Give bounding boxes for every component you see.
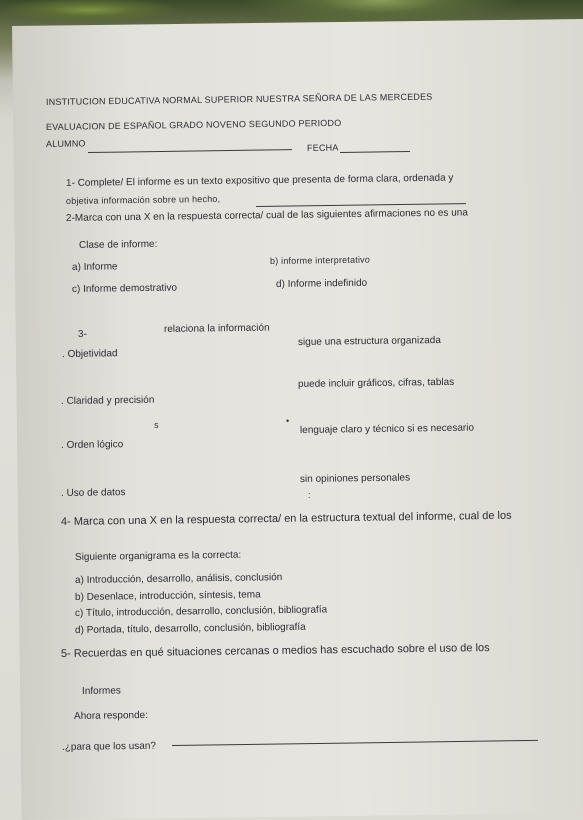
stray-dot: • bbox=[286, 416, 290, 426]
date-label: FECHA bbox=[306, 142, 339, 153]
q2-subprompt: Clase de informe: bbox=[78, 238, 158, 251]
q2-option-b: b) informe interpretativo bbox=[269, 254, 371, 266]
q3-right-item-1: sigue una estructura organizada bbox=[297, 335, 441, 348]
q2-option-c: c) Informe demostrativo bbox=[71, 282, 178, 295]
stray-colon: : bbox=[308, 490, 311, 500]
q4-subprompt: Siguiente organigrama es la correcta: bbox=[74, 549, 242, 563]
q3-left-item-1: . Objetividad bbox=[61, 348, 118, 360]
q2-option-a: a) Informe bbox=[71, 261, 118, 273]
q3-right-item-4: sin opiniones personales bbox=[299, 472, 411, 485]
q1-text-line2: objetiva información sobre un hecho, bbox=[65, 193, 221, 206]
q3-instruction: relaciona la información bbox=[163, 322, 270, 335]
q4-option-b: b) Desenlace, introducción, síntesis, tema bbox=[74, 589, 261, 603]
q5-prompt: 5- Recuerdas en qué situaciones cercanas o medios has escuchado sobre el uso de los bbox=[60, 642, 490, 660]
q3-left-item-2: . Claridad y precisión bbox=[60, 394, 155, 407]
q4-option-d: d) Portada, título, desarrollo, conclusión, bibliografía bbox=[74, 621, 306, 636]
evaluation-title: EVALUACION DE ESPAÑOL GRADO NOVENO SEGUNDO PERIODO bbox=[45, 117, 342, 132]
q4-prompt: 4- Marca con una X en la respuesta correcta/ en la estructura textual del informe, cual de los bbox=[60, 509, 512, 528]
stray-mark: ꜱ bbox=[154, 420, 159, 430]
paper-sheet bbox=[12, 19, 583, 820]
institution-title: INSTITUCION EDUCATIVA NORMAL SUPERIOR NUESTRA SEÑORA DE LAS MERCEDES bbox=[45, 91, 433, 107]
q1-text-line1: 1- Complete/ El informe es un texto expositivo que presenta de forma clara, ordenada y bbox=[65, 172, 454, 189]
q3-number: 3- bbox=[77, 328, 87, 340]
q5-question: .¿para que los usan? bbox=[61, 740, 157, 753]
q4-option-a: a) Introducción, desarrollo, análisis, conclusión bbox=[74, 572, 283, 586]
q3-left-item-4: . Uso de datos bbox=[60, 487, 126, 499]
q2-prompt: 2-Marca con una X en la respuesta correcta/ cual de las siguientes afirmaciones no es una bbox=[65, 207, 468, 224]
q2-option-d: d) Informe indefinido bbox=[275, 277, 368, 290]
q3-left-item-3: . Orden lógico bbox=[60, 439, 124, 451]
q3-right-item-3: lenguaje claro y técnico si es necesario bbox=[299, 422, 475, 436]
q5-respond-label: Ahora responde: bbox=[73, 709, 149, 722]
q4-option-c: c) Título, introducción, desarrollo, conclusión, bibliografía bbox=[74, 604, 328, 619]
q5-topic: Informes bbox=[81, 685, 121, 697]
student-label: ALUMNO bbox=[45, 138, 86, 149]
q3-right-item-2: puede incluir gráficos, cifras, tablas bbox=[297, 376, 455, 390]
